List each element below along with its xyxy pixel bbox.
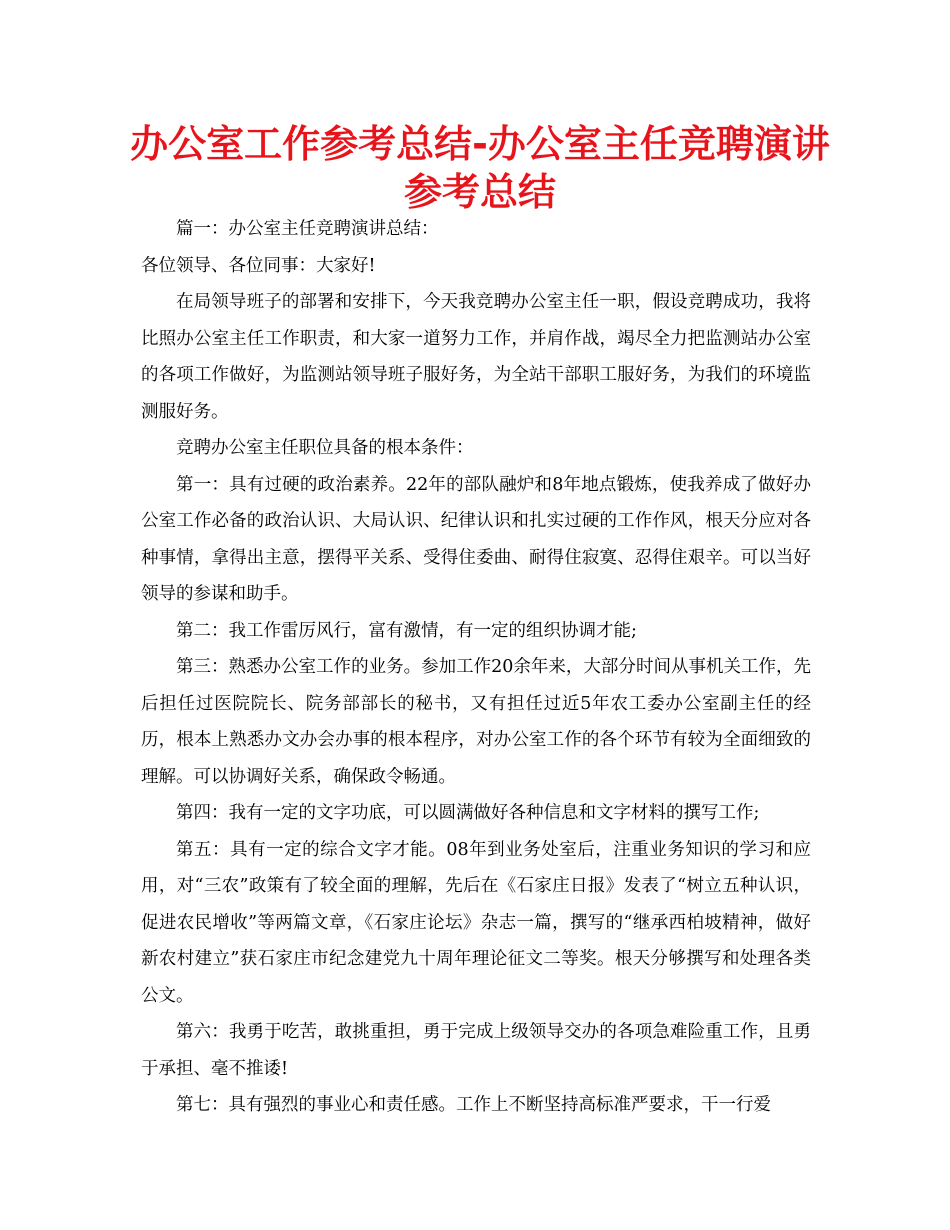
paragraph: 第七：具有强烈的事业心和责任感。工作上不断坚持高标准严要求，干一行爱: [176, 1095, 771, 1115]
document-body: [141, 211, 811, 1124]
document-title: 办公室工作参考总结-办公室主任竞聘演讲参考总结: [130, 122, 830, 214]
paragraph: 第六：我勇于吃苦，敢挑重担，勇于完成上级领导交办的各项急难险重工作，且勇于承担、毫不推诿!: [141, 1022, 811, 1079]
paragraph: 第五：具有一定的综合文字才能。08年到业务处室后，注重业务知识的学习和应用，对“三农”政策有了较全面的理解，先后在《石家庄日报》发表了“树立五种认识，促进农民增收”等两篇文章，《石家庄论坛》杂志一篇，撰写的“继承西柏坡精神，做好新农村建立”获石家庄市纪念建党九十周年理论征文二等奖。根天分够撰写和处理各类公文。: [141, 839, 811, 1006]
paragraph: 篇一：办公室主任竞聘演讲总结：: [176, 219, 439, 239]
paragraph: 在局领导班子的部署和安排下，今天我竞聘办公室主任一职，假设竞聘成功，我将比照办公室主任工作职责，和大家一道努力工作，并肩作战，竭尽全力把监测站办公室的各项工作做好，为监测站领导班子服好务，为全站干部职工服好务，为我们的环境监测服好务。: [141, 292, 811, 422]
paragraph: 竞聘办公室主任职位具备的根本条件：: [176, 438, 474, 458]
paragraph: 各位领导、各位同事：大家好!: [141, 255, 376, 276]
paragraph: 第一：具有过硬的政治素养。22年的部队融炉和8年地点锻炼，使我养成了做好办公室工作必备的政治认识、大局认识、纪律认识和扎实过硬的工作作风，根天分应对各种事情，拿得出主意，摆得平关系、受得住委曲、耐得住寂寞、忍得住艰辛。可以当好领导的参谋和助手。: [141, 474, 811, 604]
paragraph: 第三：熟悉办公室工作的业务。参加工作20余年来，大部分时间从事机关工作，先后担任过医院院长、院务部部长的秘书，又有担任过近5年农工委办公室副主任的经历，根本上熟悉办文办会办事的根本程序，对办公室工作的各个环节有较为全面细致的理解。可以协调好关系，确保政令畅通。: [141, 657, 811, 787]
paragraph: 第四：我有一定的文字功底，可以圆满做好各种信息和文字材料的撰写工作;: [176, 803, 760, 823]
paragraph: 第二：我工作雷厉风行，富有激情，有一定的组织协调才能;: [176, 620, 637, 641]
